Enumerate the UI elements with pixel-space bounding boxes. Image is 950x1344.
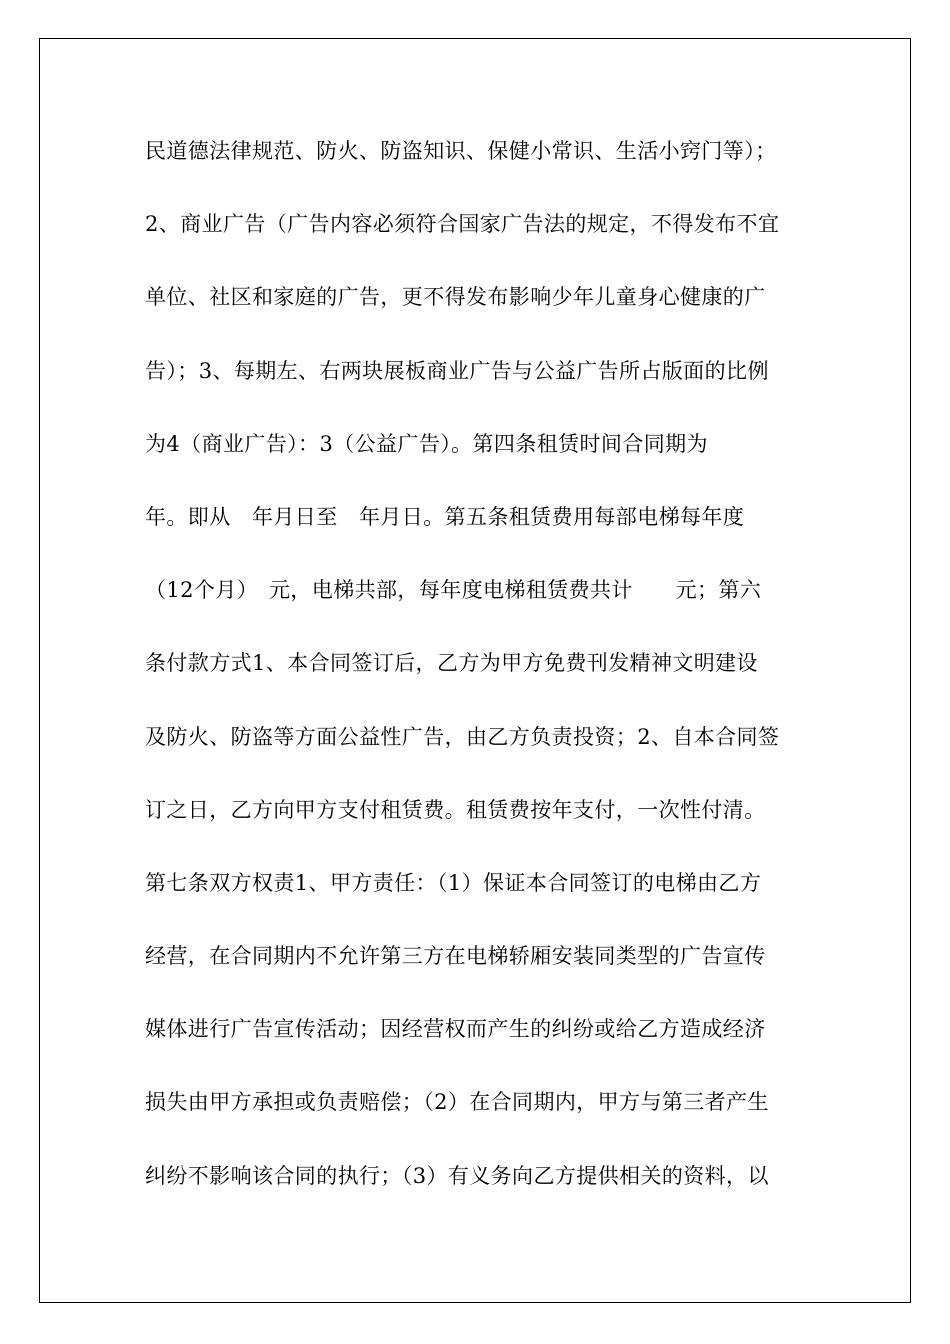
text-line: 单位、社区和家庭的广告，更不得发布影响少年儿童身心健康的广 <box>145 285 766 310</box>
text-line: 第七条双方权责1、甲方责任：（1）保证本合同签订的电梯由乙方 <box>145 870 762 895</box>
text-line: 2、商业广告（广告内容必须符合国家广告法的规定，不得发布不宜 <box>145 212 780 237</box>
document-body <box>145 128 810 1226</box>
text-line: 民道德法律规范、防火、防盗知识、保健小常识、生活小窍门等）； <box>145 139 777 163</box>
text-line: 告）；3、每期左、右两块展板商业广告与公益广告所占版面的比例 <box>145 358 769 383</box>
text-line: 年。即从 年月日至 年月日。第五条租赁费用每部电梯每年度 <box>145 504 745 529</box>
text-line: 损失由甲方承担或负责赔偿；（2）在合同期内，甲方与第三者产生 <box>145 1090 769 1115</box>
text-line: 订之日，乙方向甲方支付租赁费。租赁费按年支付，一次性付清。 <box>145 797 766 822</box>
text-line: 条付款方式1、本合同签订后，乙方为甲方免费刊发精神文明建设 <box>145 651 758 676</box>
text-line: 为4（商业广告）：3（公益广告）。第四条租赁时间合同期为 <box>145 431 708 456</box>
text-line: 及防火、防盗等方面公益性广告，由乙方负责投资；2、自本合同签 <box>145 724 780 749</box>
text-line: 经营，在合同期内不允许第三方在电梯轿厢安装同类型的广告宣传 <box>145 944 766 969</box>
text-line: 纠纷不影响该合同的执行；（3）有义务向乙方提供相关的资料，以 <box>145 1163 769 1188</box>
text-line: （12个月） 元，电梯共部，每年度电梯租赁费共计 元；第六 <box>145 578 762 603</box>
text-line: 媒体进行广告宣传活动；因经营权而产生的纠纷或给乙方造成经济 <box>145 1017 766 1042</box>
